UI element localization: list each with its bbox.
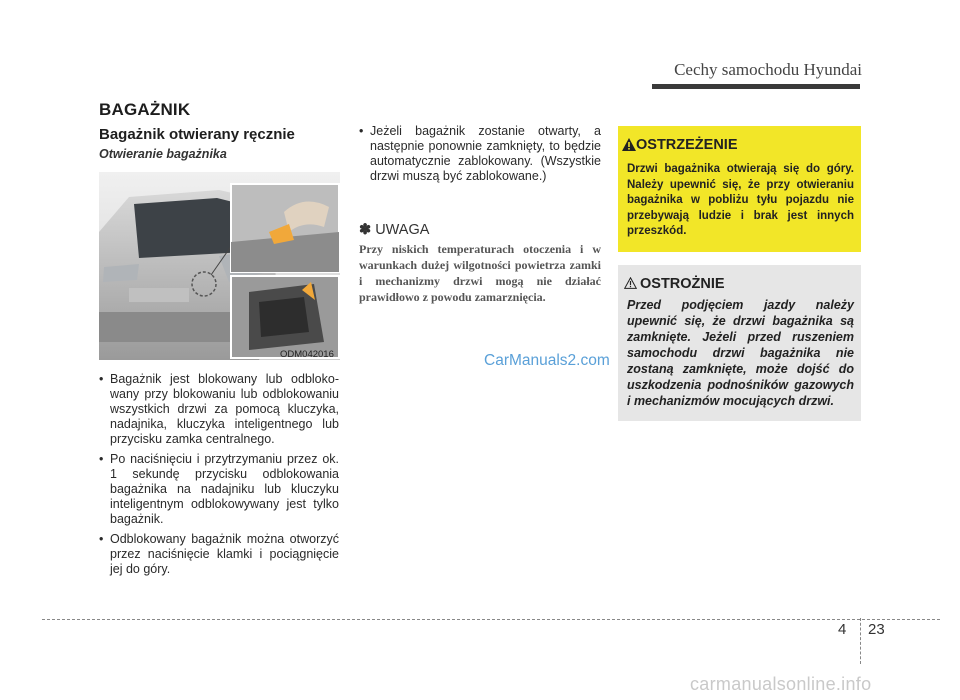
footer-watermark[interactable]: carmanualsonline.info (690, 674, 872, 694)
page-divider (860, 618, 861, 664)
car-rear-illustration (99, 172, 340, 360)
list-item: • Jeżeli bagażnik zostanie otwarty, a następnie ponownie zamknięty, to będzie automatycznie zablokowany. (Wszystkie drzwi muszą być zablokowane.) (359, 124, 601, 184)
caution-title: OSTROŻNIE (640, 276, 725, 292)
warning-text: Drzwi bagażnika otwierają się do góry. Należy upewnić się, że przy otwieraniu bagażnika w pobliżu tyłu pojazdu nie przebywają ludzie i brak jest innych przeszkód. (627, 163, 854, 238)
note-text: Przy niskich temperaturach otoczenia i w warunkach dużej wilgotności powietrza zamki i mechanizmy drzwi mogą nie działać prawidłowo z powodu zamarznięcia. (359, 242, 601, 304)
caution-text: Przed podjęciem jazdy należy upewnić się, że drzwi bagażnika są zamknięte. Jeżeli przed ruszeniem samochodu drzwi bagażnika nie zostaną zamknięte, może dojść do uszkodzenia podnośników gazowych i mechanizmów mocujących drzwi. (627, 298, 854, 408)
header-title: Cechy samochodu Hyundai (674, 60, 862, 79)
list-item: • Bagażnik jest blokowany lub odblokowany przy blokowaniu lub odblokowaniu wszystkich drzwi za pomocą kluczyka, nadajnika, kluczyka inteligentnego lub przycisku zamka centralnego. (99, 372, 339, 447)
list-item: • Po naciśnięciu i przytrzymaniu przez ok. 1 sekundę przycisku odblokowania bagażnika na nadajniku lub kluczyku inteligentnym odblokowywany jest tylko bagażnik. (99, 452, 339, 527)
subsection-title: Bagażnik otwierany ręcznie (99, 126, 295, 143)
section-title: BAGAŻNIK (99, 100, 191, 119)
warning-box (618, 126, 861, 252)
note-heading (359, 222, 429, 238)
warning-title: OSTRZEŻENIE (636, 137, 738, 153)
chapter-number: 4 (838, 621, 847, 638)
image-code: ODM042016 (280, 349, 334, 360)
caution-triangle-icon (624, 277, 637, 289)
page-number: 23 (868, 621, 885, 638)
subsubsection-title: Otwieranie bagażnika (99, 147, 227, 161)
caution-box (618, 265, 861, 421)
warning-triangle-icon (622, 138, 636, 151)
tailgate-photo (99, 172, 340, 360)
footer-rule (42, 619, 940, 620)
note-asterisk-icon: ✽ (359, 222, 372, 238)
middle-bullet-list (359, 124, 601, 189)
list-item: • Odblokowany bagażnik można otworzyć przez naciśnięcie klamki i pociągnięcie jej do góry. (99, 532, 339, 577)
note-title: UWAGA (375, 222, 430, 238)
left-bullet-list (99, 372, 339, 582)
watermark[interactable]: CarManuals2.com (484, 352, 610, 369)
header-rule (652, 84, 860, 89)
